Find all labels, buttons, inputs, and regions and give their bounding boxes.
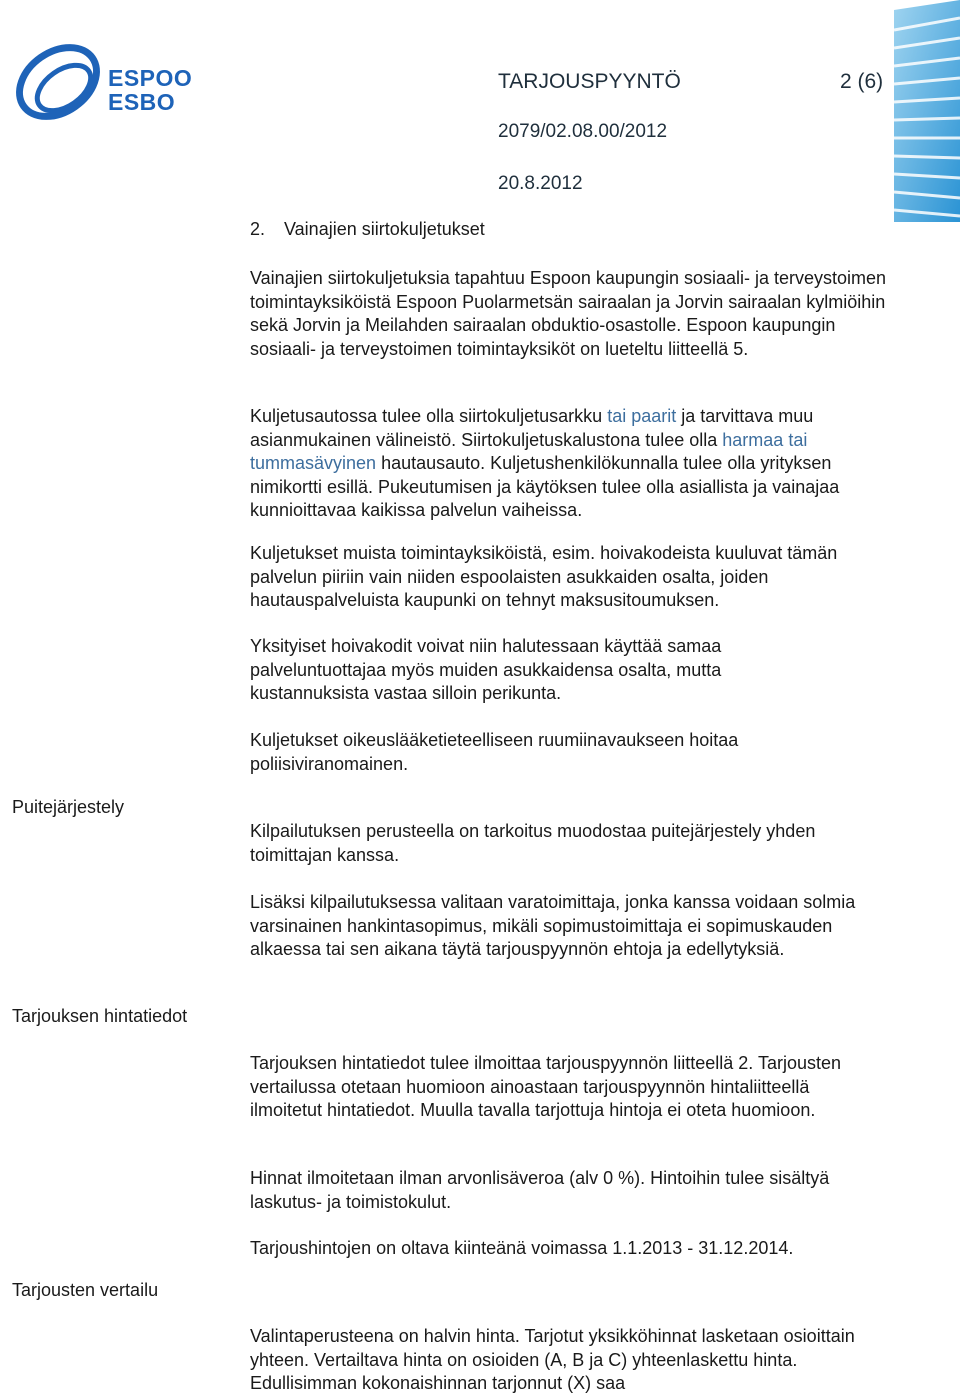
paragraph-6: Kilpailutuksen perusteella on tarkoitus muodostaa puitejärjestely yhden toimittajan kanssa.	[250, 821, 816, 865]
paragraph-10: Tarjoushintojen on oltava kiinteänä voimassa 1.1.2013 - 31.12.2014.	[250, 1238, 794, 1258]
document-title: TARJOUSPYYNTÖ	[498, 70, 681, 93]
section-title: Vainajien siirtokuljetukset	[284, 219, 485, 239]
paragraph-7: Lisäksi kilpailutuksessa valitaan varatoimittaja, jonka kanssa voidaan solmia varsinainen hankintasopimus, mikäli sopimustoimittaja ei sopimuskauden alkaessa tai sen aikana täytä tarjouspyynnön ehtoja ja edellytyksiä.	[250, 892, 856, 959]
paragraph-2-text-a: Kuljetusautossa tulee olla siirtokuljetusarkku	[250, 406, 608, 426]
paragraph-11: Valintaperusteena on halvin hinta. Tarjotut yksikköhinnat lasketaan osioittain yhteen. Vertailtava hinta on osioiden (A, B ja C) yhteenlaskettu hinta. Edullisimman kokonaishinnan tarjonnut (X) saa	[250, 1326, 855, 1393]
margin-label-puitejarjestely: Puitejärjestely	[12, 797, 125, 817]
paragraph-1: Vainajien siirtokuljetuksia tapahtuu Espoon kaupungin sosiaali- ja terveystoimen toimintayksiköistä Espoon Puolarmetsän sairaalan ja Jorvin sairaalan kylmiöihin sekä Jorvin ja Meilahden sairaalan obduktio-osastolle. Espoon kaupungin sosiaali- ja terveystoimen toimintayksiköt on lueteltu liitteellä 5.	[250, 268, 887, 359]
paragraph-3: Kuljetukset muista toimintayksiköistä, esim. hoivakodeista kuuluvat tämän palvelun piiriin vain niiden espoolaisten asukkaiden osalta, joiden hautauspalveluista kaupunki on tehnyt maksusitoumuksen.	[250, 543, 838, 610]
section-number: 2.	[250, 219, 266, 239]
paragraph-2	[250, 405, 900, 523]
paragraph-2-text-c: ja tarvittava muu asianmukainen välineistö. Siirtokuljetuskalustona tulee olla	[250, 406, 814, 450]
decorative-stripes-icon	[894, 0, 960, 222]
logo-line-esbo: ESBO	[108, 89, 176, 115]
section-heading	[250, 219, 485, 240]
logo-wordmark	[108, 66, 192, 114]
paragraph-9: Hinnat ilmoitetaan ilman arvonlisäveroa (alv 0 %). Hintoihin tulee sisältyä laskutus- ja toimistokulut.	[250, 1168, 830, 1212]
reference-number: 2079/02.08.00/2012	[498, 121, 668, 142]
paragraph-2-highlight-paarit: tai paarit	[607, 406, 677, 426]
paragraph-2-text-e: hautausauto. Kuljetushenkilökunnalla tulee olla yrityksen nimikortti esillä. Pukeutumisen ja käytöksen tulee olla asiallista ja vainajaa kunnioittavaa kaikissa palvelun vaiheissa.	[250, 453, 840, 520]
document-date: 20.8.2012	[498, 173, 583, 194]
page-number: 2 (6)	[840, 70, 884, 93]
paragraph-8: Tarjouksen hintatiedot tulee ilmoittaa tarjouspyynnön liitteellä 2. Tarjousten vertailussa otetaan huomioon ainoastaan tarjouspyynnön hintaliitteellä ilmoitetut hintatiedot. Muulla tavalla tarjottuja hintoja ei oteta huomioon.	[250, 1053, 842, 1120]
margin-label-vertailu: Tarjousten vertailu	[12, 1280, 159, 1300]
paragraph-2-highlight-color: harmaa tai tummasävyinen	[250, 429, 808, 473]
logo-line-espoo: ESPOO	[108, 65, 193, 91]
margin-label-hintatiedot: Tarjouksen hintatiedot	[12, 1006, 188, 1026]
paragraph-5: Kuljetukset oikeuslääketieteelliseen ruumiinavaukseen hoitaa poliisiviranomainen.	[250, 730, 739, 774]
paragraph-4: Yksityiset hoivakodit voivat niin halutessaan käyttää samaa palveluntuottajaa myös muiden asukkaidensa osalta, mutta kustannuksista vastaa silloin perikunta.	[250, 636, 722, 703]
